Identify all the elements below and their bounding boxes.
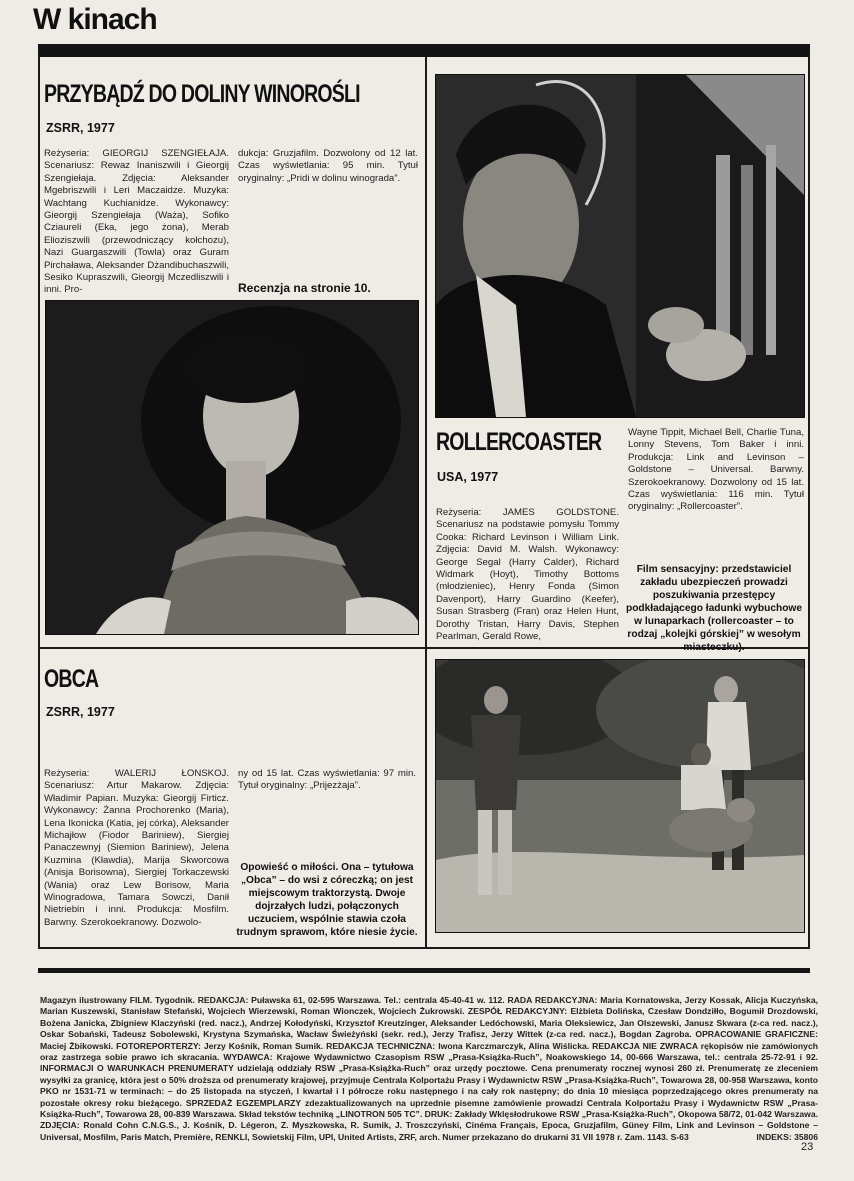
section-heading: W kinach [33, 3, 157, 36]
film2-blurb: Film sensacyjny: przedstawiciel zakładu ubezpieczeń prowadzi poszukiwania przestępcy podkładającego ładunki wybuchowe w lunaparkach (rollercoaster – to rodzaj „kolejki górskiej” w wesołym miasteczku). [625, 564, 803, 653]
film3-title: OBCA [44, 665, 99, 693]
film2-still-man [435, 74, 805, 418]
film3-credits-col1: Reżyseria: WALERIJ ŁONSKOJ. Scenariusz: Artur Makarow. Zdjęcia: Władimir Papian. Muzyka: Gieorgij Firticz. Wykonawcy: Żanna Prochorenko (Maria), Lena Ikonicka (Katia, jej córka), Aleksander Michajłow (Fiodor Bariniew), Siergiej Panaczewnyj (Siemion Bariniew), Jelena Kuzmina (Kławdia), Marija Skworcowa (Anisja Borisowna), Siergiej Torkaczewski (Wania) oraz Lew Borisow, Maria Winogradowa, Tamara Sowczi, Danił Nietriebin i inni. Produkcja: Mosfilm. Barwny. Szerokoekranowy. Dozwolo- [44, 768, 229, 928]
film3-country: ZSRR, 1977 [46, 705, 115, 719]
film2-country: USA, 1977 [437, 470, 499, 484]
film3-still-outdoors [435, 659, 805, 933]
film1-credits-col1: Reżyseria: GIEORGIJ SZENGIEŁAJA. Scenariusz: Rewaz Inaniszwili i Gieorgij Szengiełaja. Zdjęcia: Aleksander Mgebriszwili i Leri Maczaidze. Muzyka: Wachtang Kuchianidze. Wykonawcy: Gieorgij Szengiełaja (Waża), Sofiko Cziaureli (Eka, jego żona), Merab Elioziszwili (przewodniczący kołchozu), Nazi Guargaszwili (Towla) oraz Guram Pirchaława, Aleksander Dżandibuchaszwili, Sesiko Kupraszwili, Gieorgij Mczedliszwili i inni. Pro- [44, 148, 229, 296]
film1-review-note: Recenzja na stronie 10. [238, 281, 371, 295]
film1-title: PRZYBĄDŹ DO DOLINY WINOROŚLI [44, 80, 360, 108]
page-number: 23 [801, 1141, 814, 1153]
divider-center [425, 57, 427, 949]
film3-credits-col2: ny od 15 lat. Czas wyświetlania: 97 min. Tytuł oryginalny: „Prijezżaja”. [238, 768, 416, 792]
film1-country: ZSRR, 1977 [46, 121, 115, 135]
index-number: INDEKS: 35806 [756, 1131, 818, 1142]
film1-still-portrait [45, 300, 419, 635]
bottom-rule [38, 968, 810, 973]
impressum [40, 995, 818, 1143]
film2-credits-col2: Wayne Tippit, Michael Bell, Charlie Tuna, Lonny Stevens, Tom Baker i inni. Produkcja: Link and Levinson – Goldstone – Universal. Barwny. Szerokoekranowy. Dozwolony od 15 lat. Czas wyświetlania: 116 min. Tytuł oryginalny: „Rollercoaster”. [628, 427, 804, 513]
impressum-text: Magazyn ilustrowany FILM. Tygodnik. REDAKCJA: Puławska 61, 02-595 Warszawa. Tel.: centrala 45-40-41 w. 112. RADA REDAKCYJNA: Maria Kornatowska, Jerzy Kossak, Alicja Kuczyńska, Marian Kuszewski, Stanisław Stefański, Wojciech Wierzewski, Roman Wionczek, Wojciech Żukrowski. ZESPÓŁ REDAKCYJNY: Elżbieta Dolińska, Czesław Dondziłło, Bogumił Drozdowski, Bożena Janicka, Zbigniew Klaczyński (red. nacz.), Andrzej Kołodyński, Krzysztof Kreutzinger, Aleksander Ledóchowski, Maria Oleksiewicz, Jan Olszewski, Janusz Skwara (z-ca red. nacz.), Oskar Sobański, Tadeusz Sobolewski, Krystyna Szymańska, Wacław Świeżyński (sekr. red.), Jerzy Trafisz, Jerzy Wittek (z-ca red. nacz.), Bogdan Zagroba. OPRACOWANIE GRAFICZNE: Maciej Żbikowski. FOTOREPORTERZY: Jerzy Kośnik, Roman Sumik. REDAKCJA TECHNICZNA: Iwona Karczmarczyk, Alina Wiślicka. REDAKCJA NIE ZWRACA rękopisów nie zamówionych oraz zastrzega sobie prawo ich skracania. WYDAWCA: Krajowe Wydawnictwo Czasopism RSW „Prasa-Książka-Ruch”, Noakowskiego 14, 00-666 Warszawa, tel.: centrala 25-72-91 i 92. INFORMACJI O WARUNKACH PRENUMERATY udzielają oddziały RSW „Prasa-Książka-Ruch” oraz urzędy pocztowe. Cena prenumeraty rocznej wynosi 260 zł. Prenumeratę ze zleceniem wysyłki za granicę, która jest o 50% droższa od prenumeraty krajowej, przyjmuje Centrala Kolportażu Prasy i Wydawnictw RSW „Prasa-Książka-Ruch”, Towarowa 28, 00-958 Warszawa, konto PKO nr 1531-71 w terminach: – do 25 listopada na styczeń, I kwartał i I półrocze roku następnego i na cały rok następny; do dnia 10 miesiąca poprzedzającego okres prenumeraty na pozostałe okresy roku bieżącego. SPRZEDAŻ EGZEMPLARZY zdezaktualizowanych na uprzednie pisemne zamówienie prowadzi Centrala Kolportażu Prasy i Wydawnictw RSW „Prasa-Książka-Ruch”, Towarowa 28, 00-839 Warszawa. Skład tekstów techniką „LINOTRON 505 TC”. DRUK: Zakłady Wklęsłodrukowe RSW „Prasa-Książka-Ruch”, Okopowa 58/72, 01-042 Warszawa. [40, 995, 818, 1120]
film1-credits-col2: dukcja: Gruzjafilm. Dozwolony od 12 lat. Czas wyświetlania: 95 min. Tytuł oryginalny: „Pridi w dolinu winograda”. [238, 148, 418, 184]
photo-credits: ZDJĘCIA: Ronald Cohn C.N.G.S., J. Kośnik, D. Légeron, Z. Myszkowska, R. Sumik, J. Troszczyński, Cinéma Français, Epoca, Gruzjafilm, Güney Film, Link and Levinson – Goldstone – Universal, Mosfilm, Paris Match, Première, RENKLI, Sowietskij Film, UPI, United Artists, ZRF, arch. Numer przekazano do drukarni 31 VII 1978 r. Zam. 1143. S-63 [40, 1120, 818, 1142]
film2-credits-col1: Reżyseria: JAMES GOLDSTONE. Scenariusz na podstawie pomysłu Tommy Cooka: Richard Levinson i William Link. Zdjęcia: David M. Walsh. Wykonawcy: George Segal (Harry Calder), Richard Widmark (Hoyt), Timothy Bottoms (młodzieniec), Henry Fonda (Simon Davenport), Harry Guardino (Keefer), Susan Strasberg (Fran) oraz Helen Hunt, Dorothy Tristan, Harry Davis, Stephen Pearlman, Gerald Rowe, [436, 507, 619, 643]
top-rule [38, 44, 810, 57]
film2-title: ROLLERCOASTER [436, 428, 602, 456]
film3-blurb: Opowieść o miłości. Ona – tytułowa „Obca” – do wsi z córeczką; on jest miejscowym traktorzystą. Dwoje dojrzałych ludzi, połączonych uczuciem, wspólnie stawia czoła trudnym sprawom, które niesie życie. [236, 862, 418, 938]
